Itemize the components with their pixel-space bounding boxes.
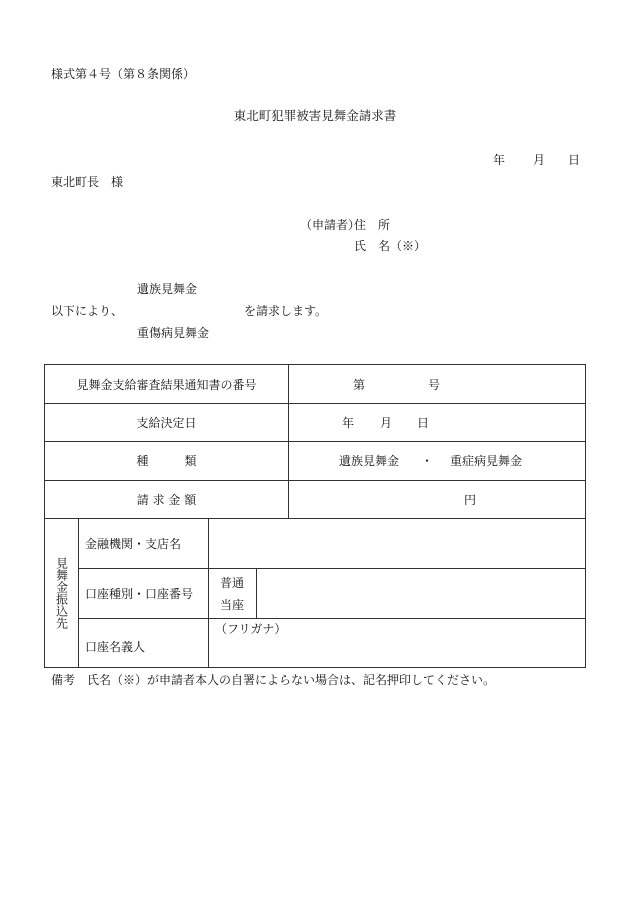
furigana-label: （フリガナ）	[215, 621, 287, 636]
account-label: 口座種別・口座番号	[85, 586, 194, 601]
type-label: 種 類	[136, 454, 197, 468]
decision-month: 月	[380, 415, 393, 430]
account-type-ordinary: 普通	[220, 575, 245, 590]
bank-label: 金融機関・支店名	[85, 536, 182, 551]
type-separator: ・	[421, 454, 434, 468]
address-label: 住 所	[354, 218, 391, 232]
request-prefix: 以下により、	[51, 304, 124, 318]
request-table	[44, 364, 586, 668]
form-number: 様式第４号（第８条関係）	[51, 67, 196, 81]
date-day-label: 日	[568, 153, 581, 167]
notice-number-label: 見舞金支給審査結果通知書の番号	[76, 377, 257, 392]
type-option-bereaved: 遺族見舞金	[339, 454, 400, 468]
request-option-injury: 重傷病見舞金	[137, 326, 210, 340]
remarks-note: 備考 氏名（※）が申請者本人の自署によらない場合は、記名押印してください。	[51, 673, 496, 687]
account-type-current: 当座	[220, 597, 245, 612]
account-holder-label: 口座名義人	[85, 640, 146, 654]
applicant-label: （申請者）	[300, 218, 361, 232]
request-suffix: を請求します。	[244, 304, 328, 318]
type-option-injury: 重症病見舞金	[450, 454, 523, 468]
decision-year: 年	[342, 415, 355, 430]
document-title: 東北町犯罪被害見舞金請求書	[233, 108, 397, 123]
date-year-label: 年	[493, 153, 506, 167]
decision-date-label: 支給決定日	[136, 415, 197, 430]
notice-number-prefix: 第	[353, 377, 366, 392]
transfer-section-label: 見舞金振込先	[54, 556, 69, 629]
amount-unit: 円	[464, 492, 477, 507]
name-label: 氏 名（※）	[354, 239, 427, 253]
addressee: 東北町長 様	[51, 175, 124, 189]
amount-label: 請 求 金 額	[136, 492, 197, 507]
decision-day: 日	[417, 415, 430, 430]
notice-number-suffix: 号	[428, 377, 441, 392]
date-month-label: 月	[533, 153, 546, 167]
request-option-bereaved: 遺族見舞金	[137, 282, 198, 296]
